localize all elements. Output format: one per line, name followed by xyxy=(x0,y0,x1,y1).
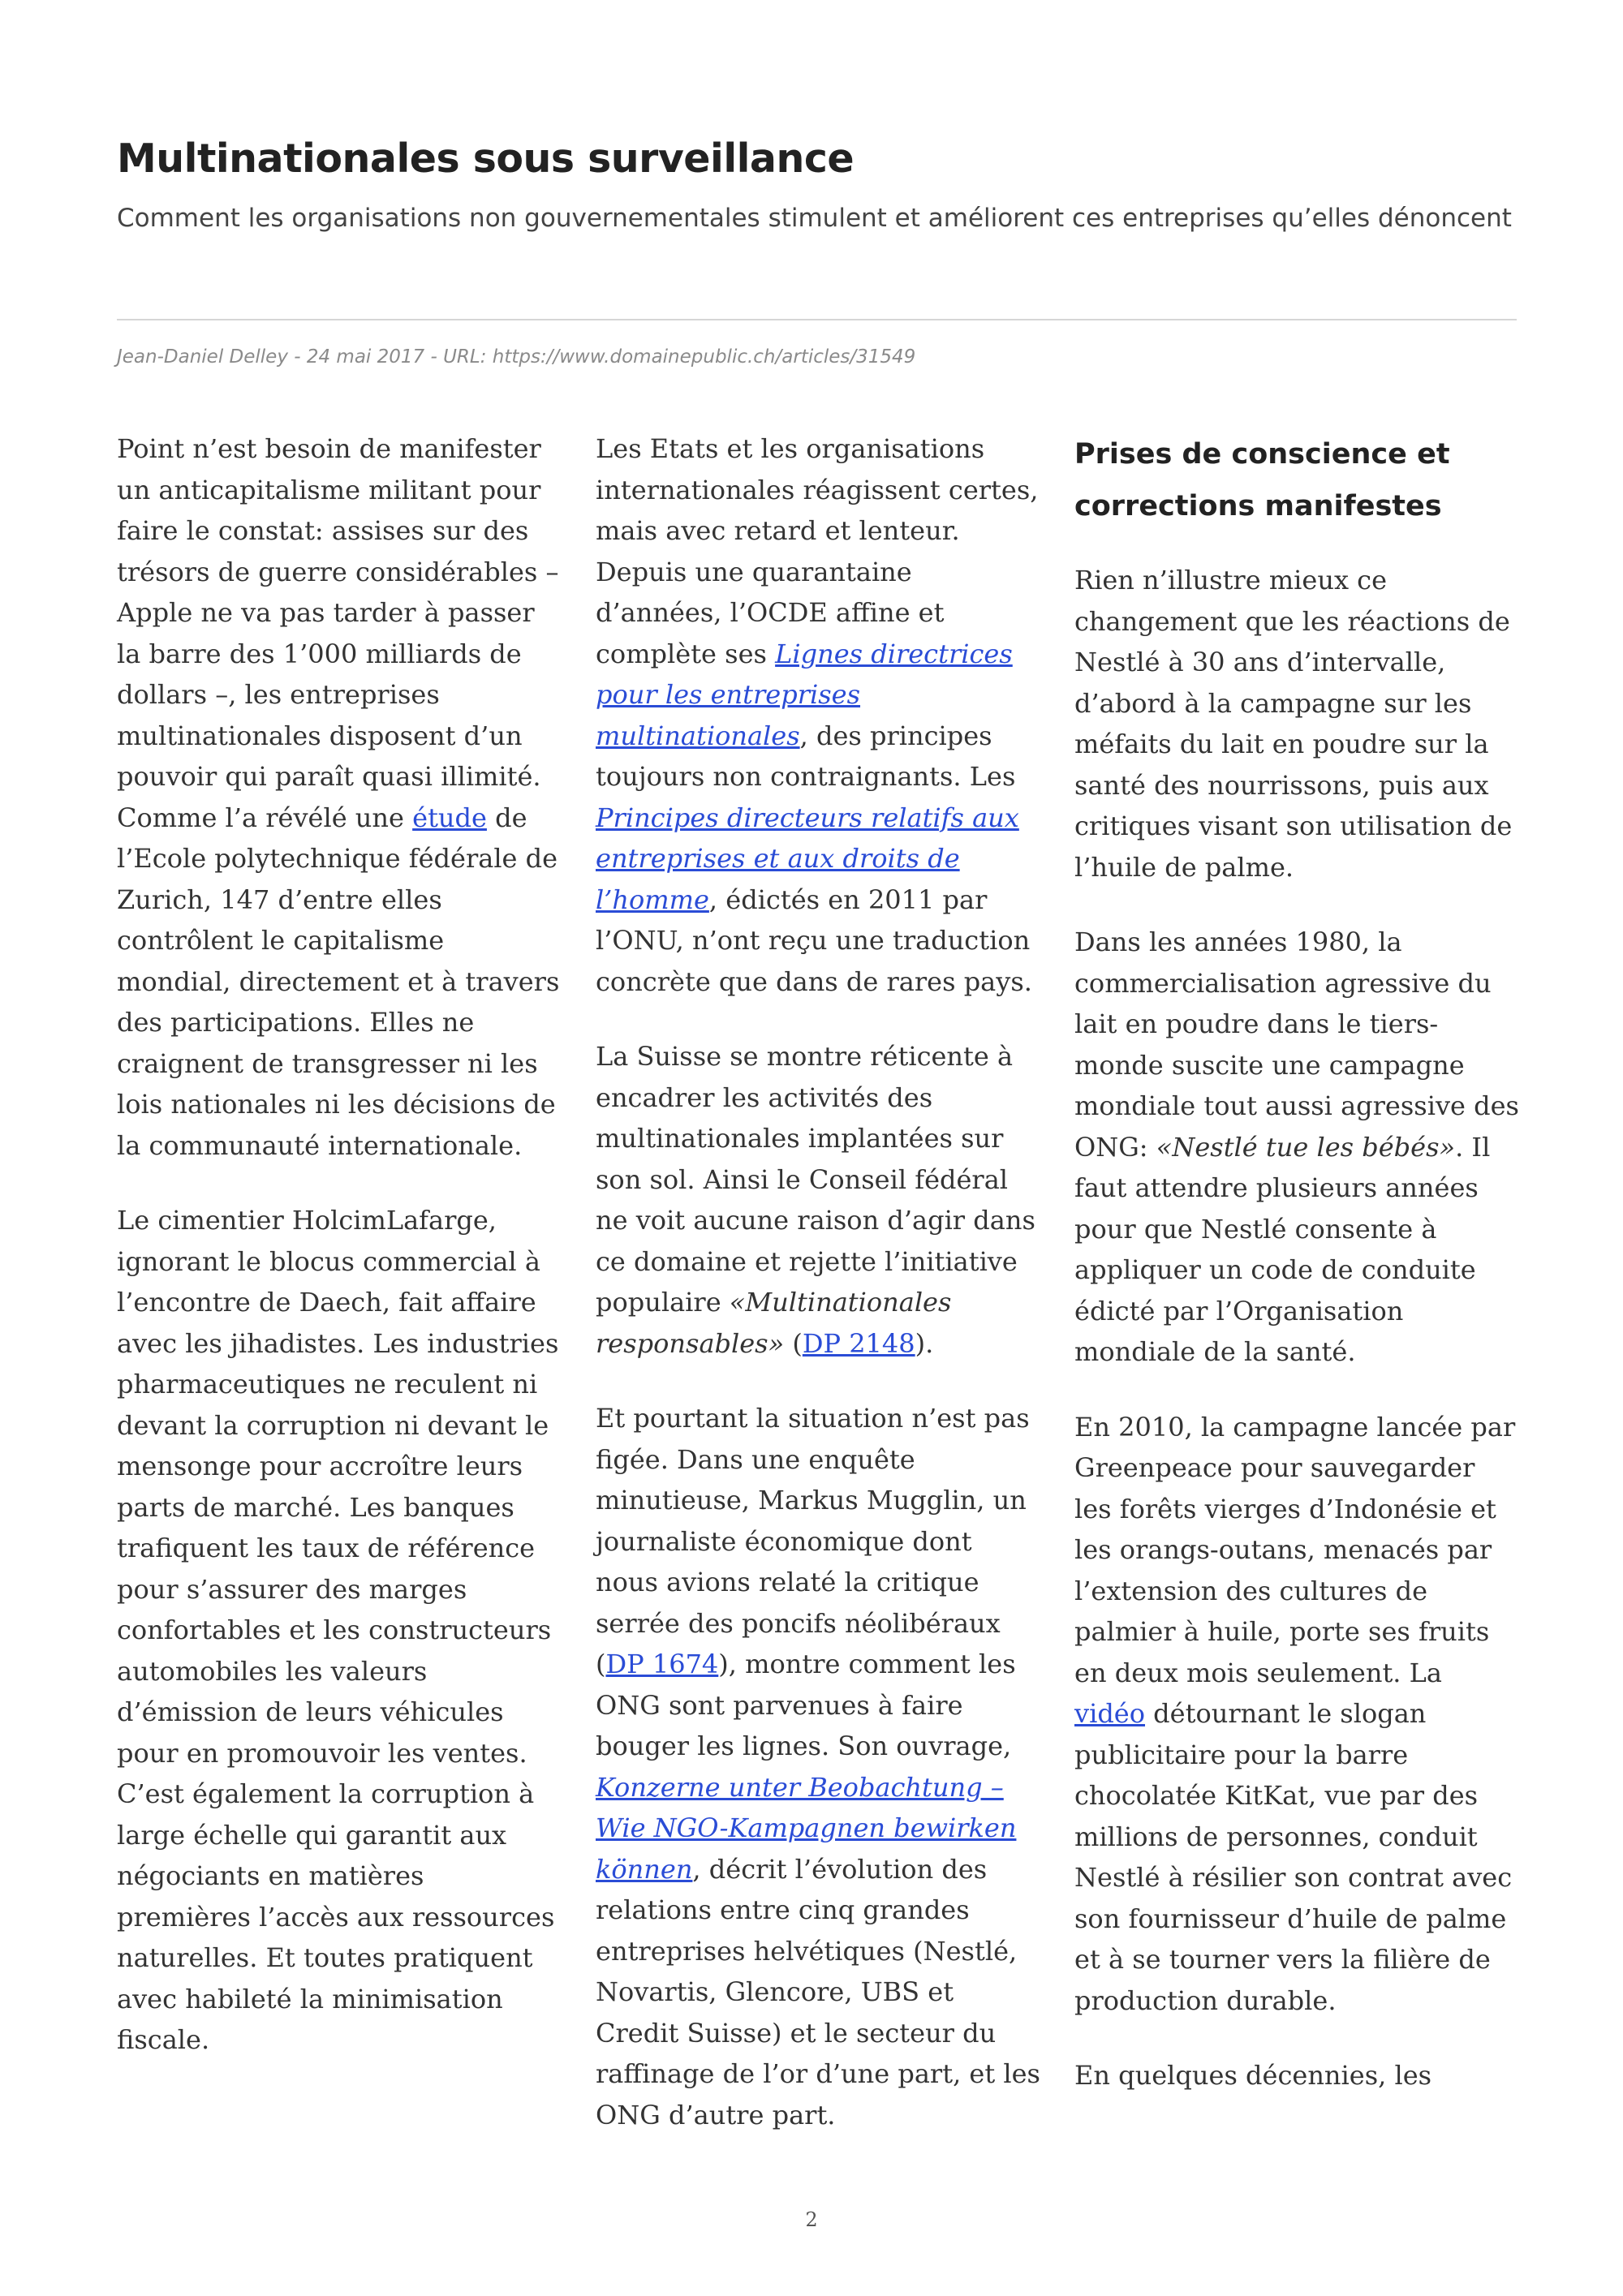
column-1 xyxy=(117,428,562,2095)
paragraph xyxy=(117,428,562,1166)
section-heading: Prises de conscience et corrections manifestes xyxy=(1074,438,1450,522)
paragraph-text: , des principes toujours non contraignants. Les xyxy=(596,720,1016,792)
column-2 xyxy=(596,428,1040,2169)
initiative-name: «Multinationales responsables» xyxy=(596,1287,952,1359)
dp-2148-link[interactable]: DP 2148 xyxy=(802,1327,915,1359)
paragraph-text: de l’Ecole polytechnique fédérale de Zurich, 147 d’entre elles contrôlent le capitalisme mondial, directement et à travers des participations. Elles ne craignent de transgresser ni les lois nationales ni les décisions de la communauté internationale. xyxy=(117,802,560,1161)
article-title: Multinationales sous surveillance xyxy=(117,135,855,182)
campaign-slogan: «Nestlé tue les bébés» xyxy=(1156,1131,1456,1163)
paragraph-text: Les Etats et les organisations internationales réagissent certes, mais avec retard et lenteur. Depuis une quarantaine d’années, l’OCDE affine et complète ses xyxy=(596,433,1039,669)
ocde-guidelines-link[interactable]: Lignes directrices pour les entreprises multinationales xyxy=(596,638,1013,751)
etude-link[interactable]: étude xyxy=(412,802,487,833)
paragraph-text: Rien n’illustre mieux ce changement que les réactions de Nestlé à 30 ans d’intervalle, d’abord à la campagne sur les méfaits du lait en poudre sur la santé des nourrissons, puis aux critiques visant son utilisation de l’huile de palme. xyxy=(1074,565,1513,883)
page-number: 2 xyxy=(805,2208,818,2231)
paragraph-text: ), montre comment les ONG sont parvenues à faire bouger les lignes. Son ouvrage, xyxy=(596,1649,1016,1761)
paragraph-text: En 2010, la campagne lancée par Greenpeace pour sauvegarder les forêts vierges d’Indonésie et les orangs-outans, menacés par l’extension des cultures de palmier à huile, porte ses fruits en deux mois seulement. La xyxy=(1074,1411,1516,1688)
paragraph-text: ( xyxy=(792,1327,803,1359)
dp-1674-link[interactable]: DP 1674 xyxy=(605,1649,719,1679)
header-divider xyxy=(117,319,1517,320)
paragraph-text: La Suisse se montre réticente à encadrer les activités des multinationales implantées sur son sol. Ainsi le Conseil fédéral ne voit aucune raison d’agir dans ce domaine et rejette l’initiative populaire xyxy=(596,1041,1035,1318)
paragraph-text: Point n’est besoin de manifester un anticapitalisme militant pour faire le constat: assises sur des trésors de guerre considérables – Apple ne va pas tarder à passer la barre des 1’000 milliards de dollars –, les entreprises multinationales disposent d’un pouvoir qui paraît quasi illimité. Comme l’a révélé une xyxy=(117,433,559,833)
paragraph xyxy=(596,1036,1040,1364)
video-link[interactable]: vidéo xyxy=(1074,1698,1145,1729)
paragraph xyxy=(596,428,1040,1002)
paragraph xyxy=(1074,922,1519,1373)
paragraph xyxy=(1074,560,1519,888)
article-header xyxy=(117,130,1517,241)
article-subtitle: Comment les organisations non gouvernementales stimulent et améliorent ces entreprises qu’elles dénoncent xyxy=(117,204,1512,233)
paragraph-text: , édictés en 2011 par l’ONU, n’ont reçu une traduction concrète que dans de rares pays. xyxy=(596,884,1032,997)
column-3 xyxy=(1074,428,1519,2130)
paragraph xyxy=(1074,2055,1519,2096)
onu-principles-link[interactable]: Principes directeurs relatifs aux entreprises et aux droits de l’homme xyxy=(596,802,1019,915)
paragraph-text: Le cimentier HolcimLafarge, ignorant le blocus commercial à l’encontre de Daech, fait affaire avec les jihadistes. Les industries pharmaceutiques ne reculent ni devant la corruption ni devant le mensonge pour accroître leurs parts de marché. Les banques trafiquent les taux de référence pour s’assurer des marges confortables et les constructeurs automobiles les valeurs d’émission de leurs véhicules pour en promouvoir les ventes. C’est également la corruption à large échelle qui garantit aux négociants en matières premières l’accès aux ressources naturelles. Et toutes pratiquent avec habileté la minimisation fiscale. xyxy=(117,1205,559,2055)
article-byline: Jean-Daniel Delley - 24 mai 2017 - URL: https://www.domainepublic.ch/articles/31549 xyxy=(117,346,916,368)
paragraph-text: , décrit l’évolution des relations entre cinq grandes entreprises helvétiques (Nestlé, Novartis, Glencore, UBS et Credit Suisse) et le secteur du raffinage de l’or d’une part, et les ONG d’autre part. xyxy=(596,1853,1040,2130)
paragraph xyxy=(596,1398,1040,2135)
paragraph xyxy=(117,1200,562,2061)
book-link[interactable]: Konzerne unter Beobachtung – Wie NGO-Kampagnen bewirken können xyxy=(596,1771,1017,1885)
paragraph-text: En quelques décennies, les xyxy=(1074,2060,1432,2091)
paragraph-text: Dans les années 1980, la commercialisation agressive du lait en poudre dans le tiers-monde suscite une campagne mondiale tout aussi agressive des ONG: xyxy=(1074,927,1519,1163)
paragraph-text: . Il faut attendre plusieurs années pour que Nestlé consente à appliquer un code de conduite édicté par l’Organisation mondiale de la santé. xyxy=(1074,1131,1491,1367)
paragraph-text: détournant le slogan publicitaire pour la barre chocolatée KitKat, vue par des millions de personnes, conduit Nestlé à résilier son contrat avec son fournisseur d’huile de palme et à se tourner vers la filière de production durable. xyxy=(1074,1698,1513,2016)
paragraph-text: Et pourtant la situation n’est pas figée. Dans une enquête minutieuse, Markus Mugglin, un journaliste économique dont nous avions relaté la critique serrée des poncifs néolibéraux ( xyxy=(596,1403,1030,1679)
paragraph xyxy=(1074,1407,1519,2022)
article-body xyxy=(117,428,1517,2197)
paragraph-text: ). xyxy=(915,1327,934,1359)
